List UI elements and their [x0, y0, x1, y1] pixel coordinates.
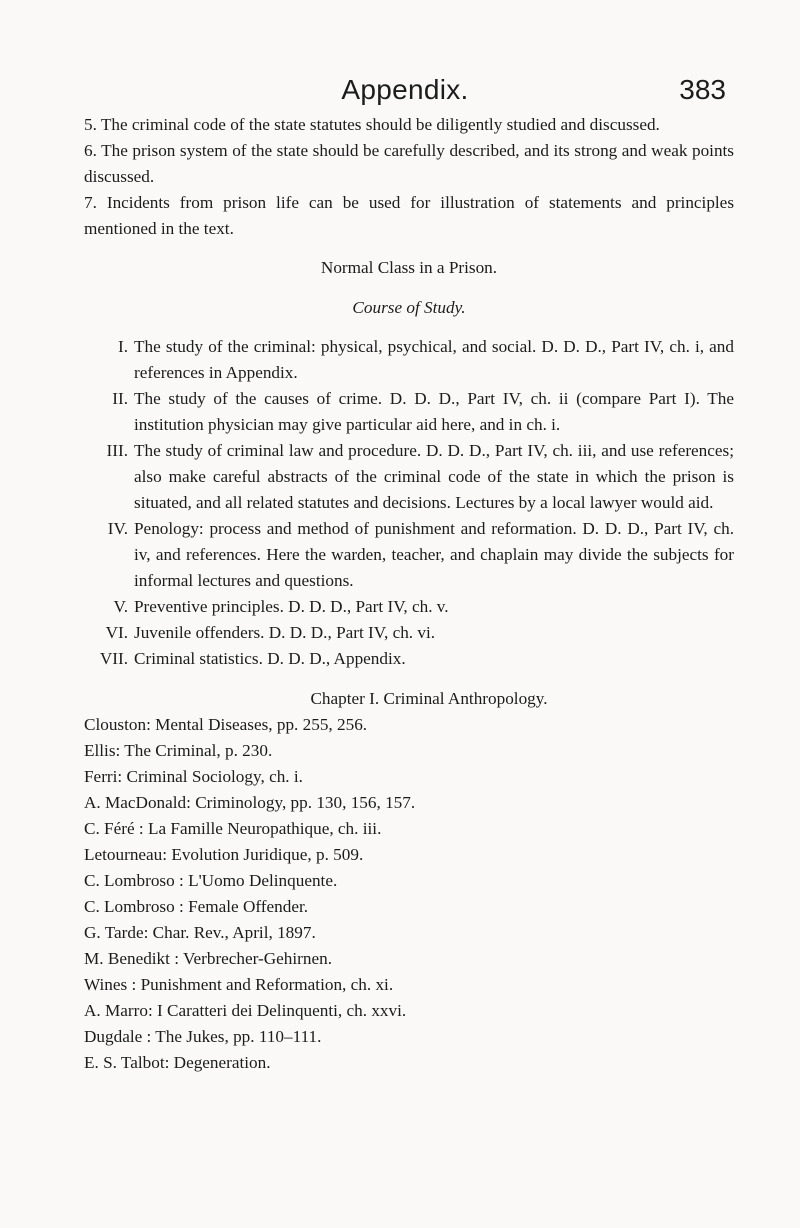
intro-paragraphs — [84, 112, 734, 242]
course-item-7 — [84, 646, 734, 672]
course-item-numeral: I. — [117, 337, 128, 356]
paragraph-number: 5. — [84, 115, 97, 134]
course-item-text: The study of the causes of crime. D. D. D., Part IV, ch. ii (compare Part I). The institution physician may give particular aid here, and in ch. i. — [134, 389, 734, 434]
course-item-5 — [84, 594, 734, 620]
reference-item: E. S. Talbot: Degeneration. — [84, 1053, 271, 1072]
reference-item: G. Tarde: Char. Rev., April, 1897. — [84, 923, 316, 942]
reference-item: C. Lombroso : L'Uomo Delinquente. — [84, 871, 338, 890]
paragraph-5 — [84, 112, 734, 138]
course-item-text: Penology: process and method of punishment and reformation. D. D. D., Part IV, ch. iv, and references. Here the warden, teacher, and chaplain may divide the subjects for informal lectures and questions. — [134, 519, 734, 590]
reference-item: Ferri: Criminal Sociology, ch. i. — [84, 767, 303, 786]
course-item-numeral: IV. — [107, 519, 128, 538]
paragraph-number: 7. — [84, 193, 97, 212]
reference-item: A. Marro: I Caratteri dei Delinquenti, ch. xxvi. — [84, 1001, 407, 1020]
section-heading: Normal Class in a Prison. — [320, 258, 498, 277]
course-item-numeral: VI. — [105, 623, 128, 642]
reference-item: Wines : Punishment and Reformation, ch. xi. — [84, 975, 394, 994]
section-subheading: Course of Study. — [352, 298, 466, 317]
course-item-numeral: III. — [106, 441, 128, 460]
course-item-3 — [84, 438, 734, 516]
page-body — [84, 112, 734, 1076]
paragraph-text: The prison system of the state should be carefully described, and its strong and weak points discussed. — [84, 141, 734, 186]
reference-item: Clouston: Mental Diseases, pp. 255, 256. — [84, 715, 368, 734]
reference-item: C. Lombroso : Female Offender. — [84, 897, 309, 916]
course-item-4 — [84, 516, 734, 594]
chapter-heading: Chapter I. Criminal Anthropology. — [310, 689, 548, 708]
reference-item: Ellis: The Criminal, p. 230. — [84, 741, 273, 760]
reference-item: Letourneau: Evolution Juridique, p. 509. — [84, 845, 364, 864]
course-item-text: The study of criminal law and procedure. D. D. D., Part IV, ch. iii, and use references; also make careful abstracts of the criminal code of the state in which the prison is situated, and all related statutes and decisions. Lectures by a local lawyer would aid. — [134, 441, 734, 512]
paragraph-number: 6. — [84, 141, 97, 160]
course-item-1 — [84, 334, 734, 386]
paragraph-text: The criminal code of the state statutes should be diligently studied and discussed. — [100, 115, 660, 134]
course-item-2 — [84, 386, 734, 438]
course-item-numeral: VII. — [99, 649, 128, 668]
page-number: 383 — [679, 74, 726, 105]
reference-item: A. MacDonald: Criminology, pp. 130, 156, 157. — [84, 793, 416, 812]
reference-item: M. Benedikt : Verbrecher-Gehirnen. — [84, 949, 332, 968]
running-head — [84, 0, 734, 112]
course-item-text: The study of the criminal: physical, psychical, and social. D. D. D., Part IV, ch. i, and references in Appendix. — [134, 337, 734, 382]
course-item-numeral: II. — [112, 389, 128, 408]
course-of-study-list — [84, 334, 734, 672]
course-item-text: Juvenile offenders. D. D. D., Part IV, ch. vi. — [134, 623, 436, 642]
course-item-6 — [84, 620, 734, 646]
paragraph-6 — [84, 138, 734, 190]
running-title: Appendix. — [341, 74, 469, 105]
reference-item: Dugdale : The Jukes, pp. 110–111. — [84, 1027, 322, 1046]
reference-item: C. Féré : La Famille Neuropathique, ch. iii. — [84, 819, 382, 838]
course-item-numeral: V. — [113, 597, 128, 616]
paragraph-7 — [84, 190, 734, 242]
course-item-text: Preventive principles. D. D. D., Part IV, ch. v. — [134, 597, 449, 616]
paragraph-text: Incidents from prison life can be used for illustration of statements and principles mentioned in the text. — [84, 193, 735, 238]
reference-list — [84, 712, 734, 1076]
course-item-text: Criminal statistics. D. D. D., Appendix. — [134, 649, 406, 668]
